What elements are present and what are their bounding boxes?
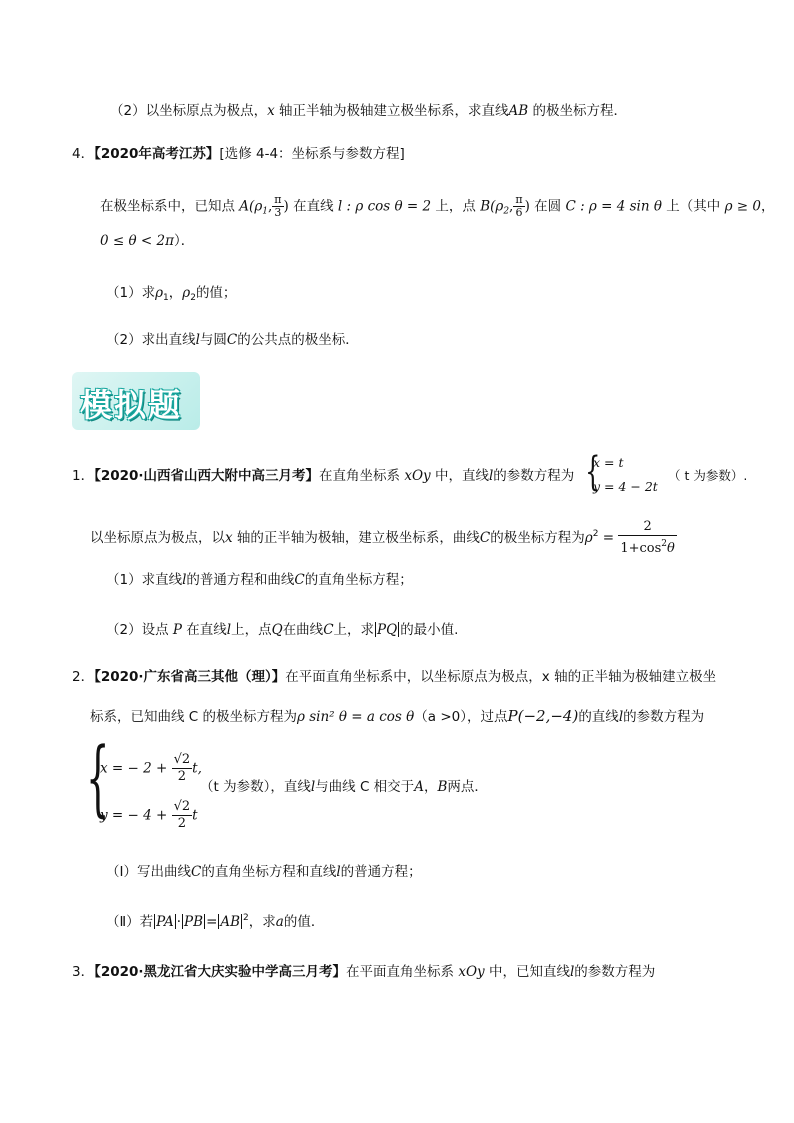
- text: 与曲线 C 相交于: [315, 779, 415, 795]
- superscript: 2: [243, 913, 249, 923]
- text: 在曲线: [282, 622, 324, 638]
- text: ，: [423, 779, 438, 795]
- abs-bar: [375, 622, 376, 637]
- abs-bar: [182, 914, 183, 929]
- text: （Ⅰ）写出曲线: [106, 864, 191, 880]
- text: 的公共点的极坐标．: [237, 332, 359, 348]
- math-var: l: [569, 964, 575, 980]
- param-eq-y: y = 4 − 2t: [593, 479, 658, 494]
- text: 在平面直角坐标系中，以坐标原点为极点，x 轴的正半轴为极轴建立极坐: [285, 669, 717, 685]
- math-var: Q: [271, 622, 283, 638]
- text: t,: [192, 760, 202, 777]
- question-source: 【2020·黑龙江省大庆实验中学高三月考】: [94, 964, 347, 980]
- text: 上，点: [431, 198, 481, 215]
- math-var: PA: [156, 914, 174, 930]
- text: （1）求直线: [106, 572, 183, 588]
- numerator: 2: [643, 519, 652, 534]
- fraction-pi-6: [513, 194, 524, 219]
- mock-question-2-line3: [200, 777, 488, 797]
- mock-question-1-header: [72, 466, 574, 486]
- param-eq-y: [100, 799, 198, 832]
- text: 两点．: [447, 779, 488, 795]
- subscript: 2: [190, 293, 196, 303]
- text: 的值．: [283, 914, 325, 930]
- text: 上，求: [333, 622, 375, 638]
- denominator: 2: [172, 815, 193, 832]
- question-4-statement-cont: [100, 231, 194, 251]
- text: 的参数方程为: [493, 468, 575, 484]
- text: 在平面直角坐标系: [346, 964, 459, 980]
- math-var: xOy: [404, 468, 431, 484]
- math-var: AB: [508, 103, 529, 119]
- abs-bar: [154, 914, 155, 929]
- text: （2）设点: [106, 622, 173, 638]
- text: 在圆: [529, 198, 566, 215]
- question-4-statement: 在极坐标系中，已知点 $A(\rho_1$, $\frac{\pi}{3}$ ) 在直线 l : ρ cos θ = 2 上，点 $B(\rho_2$, $\frac{\pi}{6}$ ) 在圆 C : ρ = 4 sin θ 上（其中 ρ ≥ 0，: [100, 193, 775, 219]
- question-number: 4．: [72, 146, 95, 162]
- math-var: ρ: [155, 285, 164, 301]
- text: y = − 4 +: [100, 807, 172, 824]
- text: （Ⅱ）若: [106, 914, 154, 930]
- text: .: [743, 468, 748, 483]
- text: 轴的正半轴为极轴，建立极坐标系，曲线: [232, 530, 480, 546]
- mock-question-2-line2: [90, 706, 704, 727]
- math-var: l: [488, 468, 494, 484]
- math-var: B: [437, 779, 448, 795]
- math-var: xOy: [458, 964, 485, 980]
- math-var: l: [182, 572, 187, 588]
- text: （ t 为参数）: [668, 468, 744, 483]
- math-point-a: A(ρ: [239, 198, 263, 215]
- numerator: √2: [173, 752, 191, 767]
- abs-bar: [241, 914, 242, 929]
- superscript: 2: [661, 539, 668, 549]
- superscript: 2: [592, 529, 599, 539]
- math-var: A: [414, 779, 424, 795]
- text: 的参数方程为: [623, 709, 705, 725]
- text: 在极坐标系中，已知点: [100, 198, 240, 215]
- section-title: 模拟题: [80, 386, 183, 424]
- subscript: 2: [503, 206, 510, 217]
- text: 轴正半轴为极轴建立极坐标系，求直线: [274, 103, 509, 119]
- text: （2）求出直线: [106, 332, 196, 348]
- text: 上（其中: [661, 198, 725, 215]
- abs-bar: [175, 914, 176, 929]
- math-var: θ: [667, 541, 675, 556]
- section-badge-mock-questions: [72, 372, 200, 430]
- question-source: 【2020年高考江苏】: [94, 146, 220, 162]
- text: （a >0）: [414, 709, 468, 725]
- math-line-eq: l : ρ cos θ = 2: [337, 198, 432, 215]
- text: 与圆: [199, 332, 227, 348]
- math-var: C: [190, 864, 202, 880]
- math-condition: ρ ≥ 0: [724, 198, 761, 215]
- text: 的普通方程和曲线: [186, 572, 295, 588]
- mock-question-3-header: [72, 962, 655, 982]
- text: 的最小值.: [400, 622, 459, 638]
- text: 的直角坐标方程；: [304, 572, 413, 588]
- text: （t 为参数），直线: [200, 779, 311, 795]
- math-var: l: [336, 864, 341, 880]
- text: 1+cos: [620, 541, 662, 556]
- text: （1）求: [106, 285, 156, 301]
- math-var: C: [294, 572, 305, 588]
- param-note: [668, 466, 747, 486]
- math-point-b: B(ρ: [480, 198, 504, 215]
- numerator: π: [515, 193, 523, 206]
- text: 上，点: [231, 622, 272, 638]
- text: 中，已知直线: [484, 964, 570, 980]
- math-circle-eq: C : ρ = 4 sin θ: [565, 198, 662, 215]
- math-var: a: [275, 914, 284, 930]
- math-var: x: [225, 530, 233, 546]
- question-source: 【2020·山西省山西大附中高三月考】: [94, 468, 320, 484]
- prev-question-part2: [110, 101, 627, 121]
- text: 的参数方程为: [574, 964, 656, 980]
- fraction-pi-3: [272, 194, 283, 219]
- math-var: PQ: [377, 622, 398, 638]
- text: 的普通方程；: [340, 864, 422, 880]
- denominator: [618, 535, 677, 557]
- question-topic: [选修 4-4：坐标系与参数方程]: [219, 146, 405, 162]
- math-var: l: [195, 332, 200, 348]
- math-var: C: [323, 622, 334, 638]
- question-source: 【2020·广东省高三其他（理）】: [94, 669, 286, 685]
- text: 的极坐标方程为: [490, 530, 585, 546]
- text: （2）以坐标原点为极点，: [110, 103, 268, 119]
- question-number: 2．: [72, 669, 95, 685]
- denominator: 3: [272, 206, 283, 219]
- mock-question-2-part2: （Ⅱ）若 PA · PB = AB $^2$，求a的值．: [106, 913, 325, 930]
- mock-question-1-part1: [106, 570, 413, 590]
- fraction-sqrt2-2: [172, 752, 193, 785]
- math-point: P(−2,−4): [507, 707, 579, 725]
- math-condition: 0 ≤ θ < 2π: [100, 233, 174, 249]
- text: 在直线: [288, 198, 338, 215]
- text: 的直角坐标方程和直线: [201, 864, 337, 880]
- numerator: π: [274, 193, 282, 206]
- param-eq-x: x = t: [593, 455, 624, 470]
- numerator: √2: [173, 799, 191, 814]
- fraction-polar-eq: [618, 519, 677, 557]
- math-var: l: [310, 779, 316, 795]
- question-4-part1: [106, 283, 236, 308]
- text: ）．: [173, 233, 195, 249]
- text: ，: [168, 285, 183, 301]
- math-var: x: [267, 103, 275, 119]
- text: 的极坐标方程．: [528, 103, 627, 119]
- text: 的值；: [195, 285, 237, 301]
- param-eq-x: [100, 752, 202, 785]
- math-var: l: [618, 709, 624, 725]
- text: 中，直线: [430, 468, 489, 484]
- system-brace: {: [585, 449, 601, 495]
- denominator: 6: [513, 206, 524, 219]
- text: 在直线: [181, 622, 227, 638]
- text: ，求: [248, 914, 276, 930]
- math-var: l: [226, 622, 232, 638]
- mock-question-2-header: [72, 667, 716, 687]
- math-polar-eq: ρ sin² θ = a cos θ: [297, 709, 415, 725]
- math-var: AB: [220, 914, 241, 930]
- text: 以坐标原点为极点，以: [90, 530, 225, 546]
- question-4-header: [72, 144, 405, 164]
- abs-bar: [204, 914, 205, 929]
- text: =: [598, 530, 619, 546]
- math-var: P: [172, 622, 182, 638]
- mock-question-1-line2: [90, 519, 677, 557]
- system-brace: {: [86, 731, 110, 826]
- denominator: 2: [172, 768, 193, 785]
- math-var: PB: [184, 914, 204, 930]
- text: x = − 2 +: [100, 760, 172, 777]
- text: ，: [761, 198, 775, 215]
- math-var: C: [226, 332, 238, 348]
- math-var: C: [479, 530, 491, 546]
- subscript: 1: [163, 293, 169, 303]
- question-number: 1．: [72, 468, 95, 484]
- text: ，过点: [467, 709, 508, 725]
- text: t: [192, 807, 198, 824]
- text: 在直角坐标系: [319, 468, 405, 484]
- text: 标系，已知曲线 C 的极坐标方程为: [90, 709, 298, 725]
- math-var: ρ: [584, 530, 593, 546]
- text: 的直线: [578, 709, 619, 725]
- mock-question-2-part1: [106, 862, 422, 882]
- subscript: 1: [262, 206, 268, 217]
- math-var: ρ: [182, 285, 191, 301]
- fraction-sqrt2-2: [172, 799, 193, 832]
- mock-question-1-part2: [106, 620, 458, 640]
- question-4-part2: [106, 330, 359, 350]
- question-number: 3．: [72, 964, 95, 980]
